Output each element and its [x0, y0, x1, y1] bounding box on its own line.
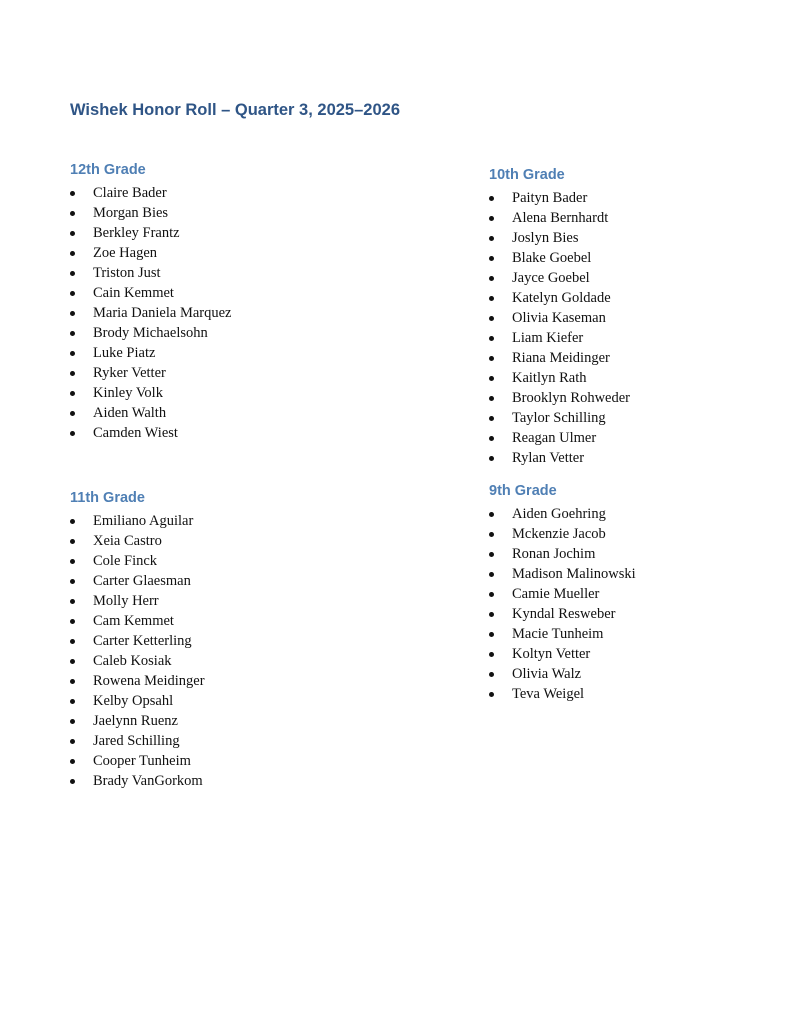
student-name-item: Jayce Goebel: [489, 268, 630, 288]
student-name-item: Mckenzie Jacob: [489, 524, 636, 544]
student-name-item: Camden Wiest: [70, 423, 232, 443]
student-name-item: Carter Glaesman: [70, 571, 205, 591]
student-name-item: Brody Michaelsohn: [70, 323, 232, 343]
section-heading-10th-grade: 10th Grade: [489, 167, 565, 183]
section-11th-grade: [70, 488, 205, 791]
student-name-item: Cooper Tunheim: [70, 751, 205, 771]
name-list-12th-grade: [70, 183, 232, 443]
student-name-item: Madison Malinowski: [489, 564, 636, 584]
student-name-item: Rowena Meidinger: [70, 671, 205, 691]
student-name-item: Kyndal Resweber: [489, 604, 636, 624]
student-name-item: Cole Finck: [70, 551, 205, 571]
student-name-item: Maria Daniela Marquez: [70, 303, 232, 323]
name-list-11th-grade: [70, 511, 205, 791]
student-name-item: Ronan Jochim: [489, 544, 636, 564]
student-name-item: Ryker Vetter: [70, 363, 232, 383]
student-name-item: Blake Goebel: [489, 248, 630, 268]
student-name-item: Brady VanGorkom: [70, 771, 205, 791]
student-name-item: Kaitlyn Rath: [489, 368, 630, 388]
student-name-item: Liam Kiefer: [489, 328, 630, 348]
student-name-item: Teva Weigel: [489, 684, 636, 704]
student-name-item: Carter Ketterling: [70, 631, 205, 651]
student-name-item: Olivia Kaseman: [489, 308, 630, 328]
student-name-item: Aiden Goehring: [489, 504, 636, 524]
student-name-item: Emiliano Aguilar: [70, 511, 205, 531]
section-9th-grade: [489, 481, 636, 704]
student-name-item: Camie Mueller: [489, 584, 636, 604]
student-name-item: Cam Kemmet: [70, 611, 205, 631]
student-name-item: Jared Schilling: [70, 731, 205, 751]
student-name-item: Brooklyn Rohweder: [489, 388, 630, 408]
section-heading-11th-grade: 11th Grade: [70, 490, 145, 506]
student-name-item: Jaelynn Ruenz: [70, 711, 205, 731]
student-name-item: Rylan Vetter: [489, 448, 630, 468]
student-name-item: Olivia Walz: [489, 664, 636, 684]
student-name-item: Aiden Walth: [70, 403, 232, 423]
student-name-item: Caleb Kosiak: [70, 651, 205, 671]
section-12th-grade: [70, 160, 232, 443]
name-list-10th-grade: [489, 188, 630, 468]
student-name-item: Zoe Hagen: [70, 243, 232, 263]
student-name-item: Alena Bernhardt: [489, 208, 630, 228]
name-list-9th-grade: [489, 504, 636, 704]
student-name-item: Reagan Ulmer: [489, 428, 630, 448]
student-name-item: Luke Piatz: [70, 343, 232, 363]
student-name-item: Paityn Bader: [489, 188, 630, 208]
student-name-item: Morgan Bies: [70, 203, 232, 223]
student-name-item: Katelyn Goldade: [489, 288, 630, 308]
section-10th-grade: [489, 165, 630, 468]
page-title: Wishek Honor Roll – Quarter 3, 2025–2026: [70, 101, 400, 119]
student-name-item: Macie Tunheim: [489, 624, 636, 644]
student-name-item: Triston Just: [70, 263, 232, 283]
student-name-item: Xeia Castro: [70, 531, 205, 551]
student-name-item: Cain Kemmet: [70, 283, 232, 303]
student-name-item: Kelby Opsahl: [70, 691, 205, 711]
student-name-item: Molly Herr: [70, 591, 205, 611]
student-name-item: Claire Bader: [70, 183, 232, 203]
student-name-item: Berkley Frantz: [70, 223, 232, 243]
section-heading-9th-grade: 9th Grade: [489, 483, 557, 499]
student-name-item: Riana Meidinger: [489, 348, 630, 368]
student-name-item: Kinley Volk: [70, 383, 232, 403]
student-name-item: Taylor Schilling: [489, 408, 630, 428]
section-heading-12th-grade: 12th Grade: [70, 162, 146, 178]
student-name-item: Joslyn Bies: [489, 228, 630, 248]
student-name-item: Koltyn Vetter: [489, 644, 636, 664]
